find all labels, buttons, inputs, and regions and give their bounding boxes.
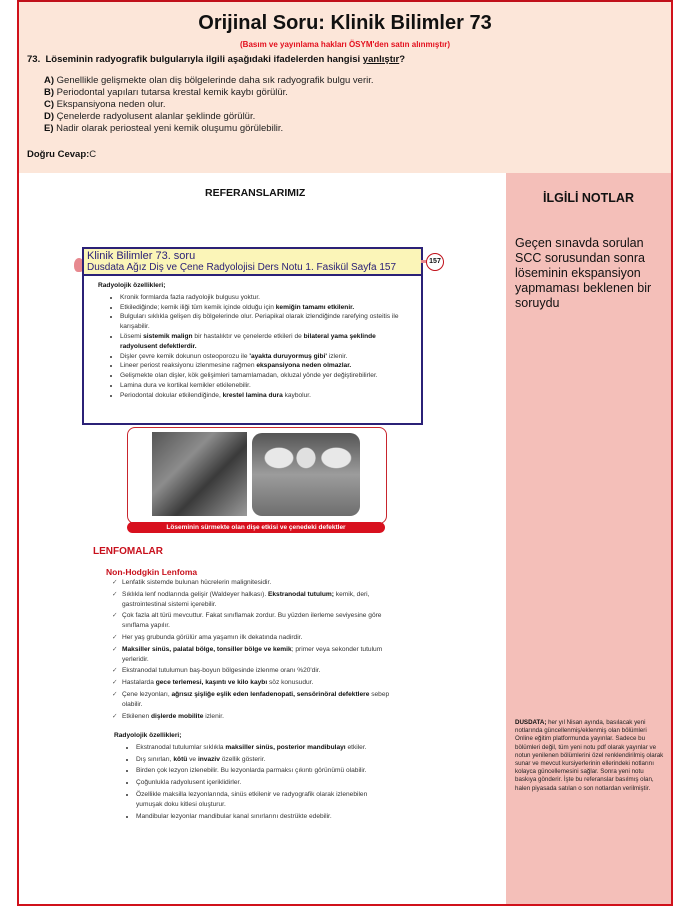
page-number-badge: 157 [426,253,444,271]
bullet-list [114,743,390,822]
text: Çene lezyonları, [122,690,172,698]
bullet-item [120,332,413,352]
text: kaybolur. [282,391,311,399]
correct-answer [27,149,96,160]
bold-text: invaziv [197,755,220,763]
text: Bulguları sıklıkla gelişen diş bölgelerinde olur. Periapikal olarak izlendiğinde rarefying osteitis ile karışabilir. [120,313,399,331]
text: Çoğunlukla radyolusent içeriklidirler. [136,779,242,787]
checklist-item [112,590,390,610]
bold-text: Ekstranodal tutulum; [267,590,334,598]
option-letter: C) [44,99,55,110]
text: Dişler çevre kemik dokunun osteoporozu ile [120,352,250,360]
bullet-item [120,312,413,332]
dusdata-text: her yıl Nisan ayında, basılacak yeni notlarında güncellenmiş/eklenmiş olan bölümleri Online eğitim platformunda yayınlar. Sadece bu bölümleri değil, tüm yeni notu pdf olarak yayınlar ve notun yenilenen bölümlerini özel renklendirilmiş olarak sunar ve mevcut kursiyerlerinin ellerindeki notlarını kolayca güncellemesini sağlar. Sonra yeni notu baskıya gönderir. İşte bu referanslar basılmış olan, halen piyasada satılan o son notlardan verilmiştir. [515,719,664,792]
option-letter: A) [44,75,55,86]
reference-body [98,281,413,401]
text: ve [187,755,198,763]
panoramic-xray-image [152,432,247,516]
bullet-item [120,303,413,313]
text: kemik, deri, gastrointestinal sistemi içerebilir. [122,590,370,608]
text: Dış sınırları, [136,755,174,763]
text: izlenir. [203,712,224,720]
bullet-item [120,293,413,303]
bold-text: 'ayakta duruyormuş gibi' [249,352,327,360]
option-d [44,111,374,123]
bold-text: krestel lamina dura [222,391,283,399]
dusdata-label: DUSDATA; [515,719,547,726]
option-text: Ekspansiyona neden olur. [56,99,166,110]
bullet-item [120,371,413,381]
option-c [44,99,374,111]
text: Lösemi [120,332,144,340]
option-letter: E) [44,123,54,134]
bold-text: Maksiller sinüs, palatal bölge, tonsiller bölge ve kemik [122,645,292,653]
copyright-notice: (Basım ve yayınlama hakları ÖSYM'den satın alınmıştır) [240,40,450,49]
bold-text: dişlerde mobilite [150,712,204,720]
non-hodgkin-heading: Non-Hodgkin Lenfoma [106,567,198,577]
option-b [44,87,374,99]
bullet-item [136,743,390,753]
text: Etkilenen [122,712,151,720]
checklist-item [112,690,390,710]
text: Birden çok lezyon izlenebilir. Bu lezyonlarda parmaksı çıkıntı görünümü olabilir. [136,767,367,775]
option-e [44,123,374,135]
option-letter: B) [44,87,55,98]
text: Ekstranodal tutulumlar sıklıkla [136,743,226,751]
bold-text: ağrısız şişliğe eşlik eden lenfadenopati, sensörinöral defektlere [171,690,370,698]
text: Lamina dura ve kortikal kemikler etkilenebilir. [120,381,251,389]
notes-text: Geçen sınavda sorulan SCC sorusundan sonra löseminin ekspansiyon yapmaması beklenen bir soruydu [515,236,652,310]
related-notes-panel [506,173,671,904]
checklist-item [112,578,390,588]
figure-caption: Löseminin sürmekte olan dişe etkisi ve çenedeki defektler [127,522,385,533]
option-text: Genellikle gelişmekte olan diş bölgelerinde daha sık radyografik bulgu verir. [56,75,374,86]
text: Kronik formlarda fazla radyolojik bulgusu yoktur. [120,293,261,301]
text: Ekstranodal tutulumun baş-boyun bölgesinde izlenme oranı %20'dir. [122,667,321,675]
bold-text: kemiğin tamamı etkilenir. [275,303,355,311]
question-stem [27,54,405,65]
checklist-item [112,678,390,688]
option-letter: D) [44,111,55,122]
reference-card [82,247,423,425]
stem-end: ? [399,54,406,65]
reference-heading: Klinik Bilimler 73. soru [87,250,196,262]
text: Lenfatik sistemde bulunan hücrelerin malignitesidir. [122,579,272,586]
text: Her yaş grubunda görülür ama yaşamın ilk dekatında nadirdir. [122,633,303,641]
text: Gelişmekte olan dişler, kök gelişimleri tamamlamadan, okluzal yönde yer değiştirebilirler. [120,372,378,380]
bullet-item [136,778,390,788]
option-text: Nadir olarak periosteal yeni kemik oluşumu görülebilir. [56,123,284,134]
bold-text: sistemik malign [143,332,193,340]
bullet-item [120,381,413,391]
checklist-item [112,633,390,643]
bullet-item [136,766,390,776]
bullet-item [120,361,413,371]
bullet-item [136,755,390,765]
question-title: Orijinal Soru: Klinik Bilimler 73 [198,12,492,34]
notes-title: İLGİLİ NOTLAR [543,191,634,205]
question-number: 73. [27,54,41,65]
text: Etkilediğinde; kemik iliği tüm kemik içinde olduğu için [120,303,276,311]
reference-source: Dusdata Ağız Diş ve Çene Radyolojisi Ders Notu 1. Fasikül Sayfa 157 [87,262,397,273]
bullet-item [120,391,413,401]
checklist-item [112,611,390,631]
text: Sıklıkla lenf nodlarında gelişir (Waldeyer halkası). [122,590,268,598]
bold-text: ekspansiyona neden olmazlar. [256,362,352,370]
text: Çok fazla alt türü mevcuttur. Fakat sınıflamak zordur. Bu yüzden ilerleme seviyesine göre sınıflama yapılır. [122,612,382,630]
checklist-item [112,712,390,722]
text: Lineer periost reaksiyonu izlenmesine rağmen [120,362,257,370]
text: Periodontal dokular etkilendiğinde, [120,391,223,399]
bullet-item [120,352,413,362]
stem-text: Löseminin radyografik bulgularıyla ilgili aşağıdaki ifadelerden hangisi [45,54,363,65]
answer-label: Doğru Cevap: [27,149,90,160]
text: etkiler. [345,743,367,751]
text: ; primer veya sekonder tutulum yerleridir. [122,645,383,663]
bullet-item [136,812,390,822]
section-heading: Radyolojik özellikleri; [114,732,182,739]
reference-card-header [84,249,421,276]
text: Özellikle maksilla lezyonlarında, sinüs etkilenir ve radyografik olarak izlenebilen yumuşak doku kitlesi oluşturur. [136,790,368,808]
checklist-item [112,645,390,665]
text: özellik gösterir. [219,755,266,763]
answer-value: C [89,149,97,160]
option-text: Periodontal yapıları tutarsa krestal kemik kaybı görülür. [56,87,288,98]
text: söz konusudur. [267,679,314,687]
text: izlenir. [326,352,348,360]
dusdata-note [515,719,665,793]
non-hodgkin-list [112,578,390,723]
bullet-item [136,790,390,810]
bold-text: gece terlemesi, kaşıntı ve kilo kaybı [155,679,268,687]
option-text: Çenelerde radyolusent alanlar şeklinde görülür. [56,111,256,122]
radiology-section [114,731,390,823]
option-a [44,75,374,87]
section-heading: Radyolojik özellikleri; [98,282,166,289]
bold-text: kötü [173,755,188,763]
checklist-item [112,666,390,676]
references-title: REFERANSLARIMIZ [205,187,306,199]
question-panel [19,2,671,173]
lenfomalar-heading: LENFOMALAR [93,546,163,557]
bullet-list [98,293,413,401]
bold-text: bilateral yama şeklinde radyolusent defektlerdir. [120,332,376,350]
bold-text: maksiller sinüs, posterior mandibulayı [225,743,346,751]
text: bir hastalıktır ve çenelerde etkileri de [192,332,304,340]
stem-underlined: yanlıştır [362,54,400,65]
text: sebep olabilir. [122,690,390,708]
text: Mandibular lezyonlar mandibular kanal sınırlarını destrükte edebilir. [136,812,332,820]
periapical-xray-image [252,433,360,516]
text: Hastalarda [122,679,156,687]
answer-options [44,75,374,135]
